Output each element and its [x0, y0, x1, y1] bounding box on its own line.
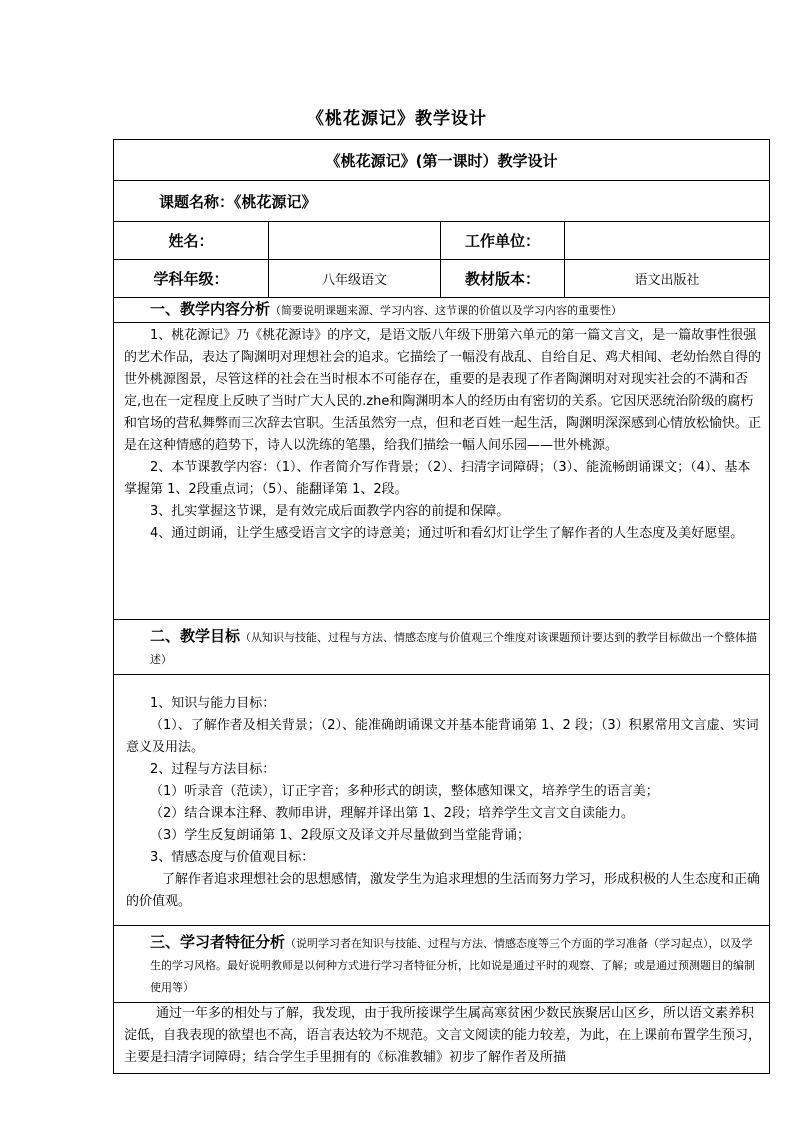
textbook-edition-label: 教材版本：: [441, 260, 565, 298]
subject-grade-label: 学科年级：: [114, 260, 269, 298]
goal-item: （1）听录音（范读），订正字音；多种形式的朗读，整体感知课文，培养学生的语言美；: [150, 784, 659, 799]
goal-item: 2、过程与方法目标：: [150, 762, 276, 777]
content-analysis-body: [114, 323, 770, 620]
paragraph: 通过一年多的相处与了解，我发现，由于我所接课学生属高寒贫困少数民族聚居山区乡，所以语文素养积淀低，自我表现的欲望也不高，语言表达较为不规范。文言文阅读的能力较差，为此，在上课前布置学生预习，主要是扫清字词障碍；结合学生手里拥有的《标准教辅》初步了解作者及所描: [124, 1006, 762, 1065]
paragraph: 2、本节课教学内容：（1）、作者简介写作背景；（2）、扫清字词障碍；（3）、能流畅朗诵课文；（4）、基本掌握第 1、2段重点词；（5）、能翻译第 1、2段。: [124, 460, 751, 497]
section-note: （简要说明课题来源、学习内容、这节课的价值以及学习内容的重要性）: [270, 304, 623, 317]
section-title: 二、教学目标: [150, 627, 241, 645]
name-label: 姓名：: [114, 222, 269, 260]
name-value: [269, 222, 441, 260]
section-note: （从知识与技能、过程与方法、情感态度与价值观三个维度对该课题预计要达到的教学目标做出一个整体描述）: [150, 631, 758, 666]
section-heading-learner-analysis: [114, 926, 770, 1003]
work-unit-label: 工作单位：: [441, 222, 565, 260]
section-title: 三、学习者特征分析: [150, 933, 286, 951]
goal-item: （3）学生反复朗诵第 1、2段原文及译文并尽量做到当堂能背诵；: [150, 828, 530, 843]
section-heading-teaching-goals: [114, 620, 770, 675]
work-unit-value: [565, 222, 770, 260]
goal-item: 3、情感态度与价值观目标：: [150, 850, 315, 865]
goal-item: 1、知识与能力目标：: [150, 696, 276, 711]
paragraph: 4、通过朗诵，让学生感受语言文字的诗意美；通过听和看幻灯让学生了解作者的人生态度及美好愿望。: [150, 526, 744, 541]
lesson-plan-table: [113, 139, 770, 1074]
learner-analysis-body: [114, 1003, 770, 1074]
section-title: 一、教学内容分析: [150, 300, 271, 318]
paragraph: 1、桃花源记》乃《桃花源诗》的序文，是语文版八年级下册第六单元的第一篇文言文，是一篇故事性很强的艺术作品，表达了陶渊明对理想社会的追求。它描绘了一幅没有战乱、自给自足、鸡犬相闻、老幼怡然自得的世外桃源图景，尽管这样的社会在当时根本不可能存在，重要的是表现了作者陶渊明对对现实社会的不满和否定,也在一定程度上反映了当时广大人民的.zhe和陶渊明本人的经历由有密切的关系。它因厌恶统治阶级的腐朽和官场的营私舞弊而三次辞去官职。生活虽然穷一点，但和老百姓一起生活，陶渊明深深感到心情放松愉快。正是在这种情感的趋势下，诗人以洗练的笔墨，给我们描绘一幅人间乐园——世外桃源。: [124, 328, 762, 453]
section-note: （说明学习者在知识与技能、过程与方法、情感态度等三个方面的学习准备（学习起点），以及学生的学习风格。最好说明教师是以何种方式进行学习者特征分析，比如说是通过平时的观察、了解；或是通过预测题目的编制使用等）: [150, 937, 755, 994]
section-heading-content-analysis: [114, 298, 770, 323]
paragraph: 3、扎实掌握这节课，是有效完成后面教学内容的前提和保障。: [150, 504, 510, 519]
textbook-edition-value: 语文出版社: [565, 260, 770, 298]
topic-name: 课题名称：《桃花源记》: [114, 181, 770, 222]
document-title: 《桃花源记》教学设计: [307, 109, 487, 129]
subject-grade-value: 八年级语文: [269, 260, 441, 298]
table-header-title: 《桃花源记》(第一课时）教学设计: [114, 140, 770, 181]
goal-item: 了解作者追求理想社会的思想感情，激发学生为追求理想的生活而努力学习，形成积极的人生态度和正确的价值观。: [126, 872, 761, 909]
goal-item: （1）、了解作者及相关背景；（2）、能准确朗诵课文并基本能背诵第 1、2 段；（3）积累常用文言虚、实词意义及用法。: [126, 718, 759, 755]
goal-item: （2）结合课本注释、教师串讲，理解并译出第 1、2段；培养学生文言文自读能力。: [150, 806, 634, 821]
teaching-goals-body: [114, 675, 770, 926]
